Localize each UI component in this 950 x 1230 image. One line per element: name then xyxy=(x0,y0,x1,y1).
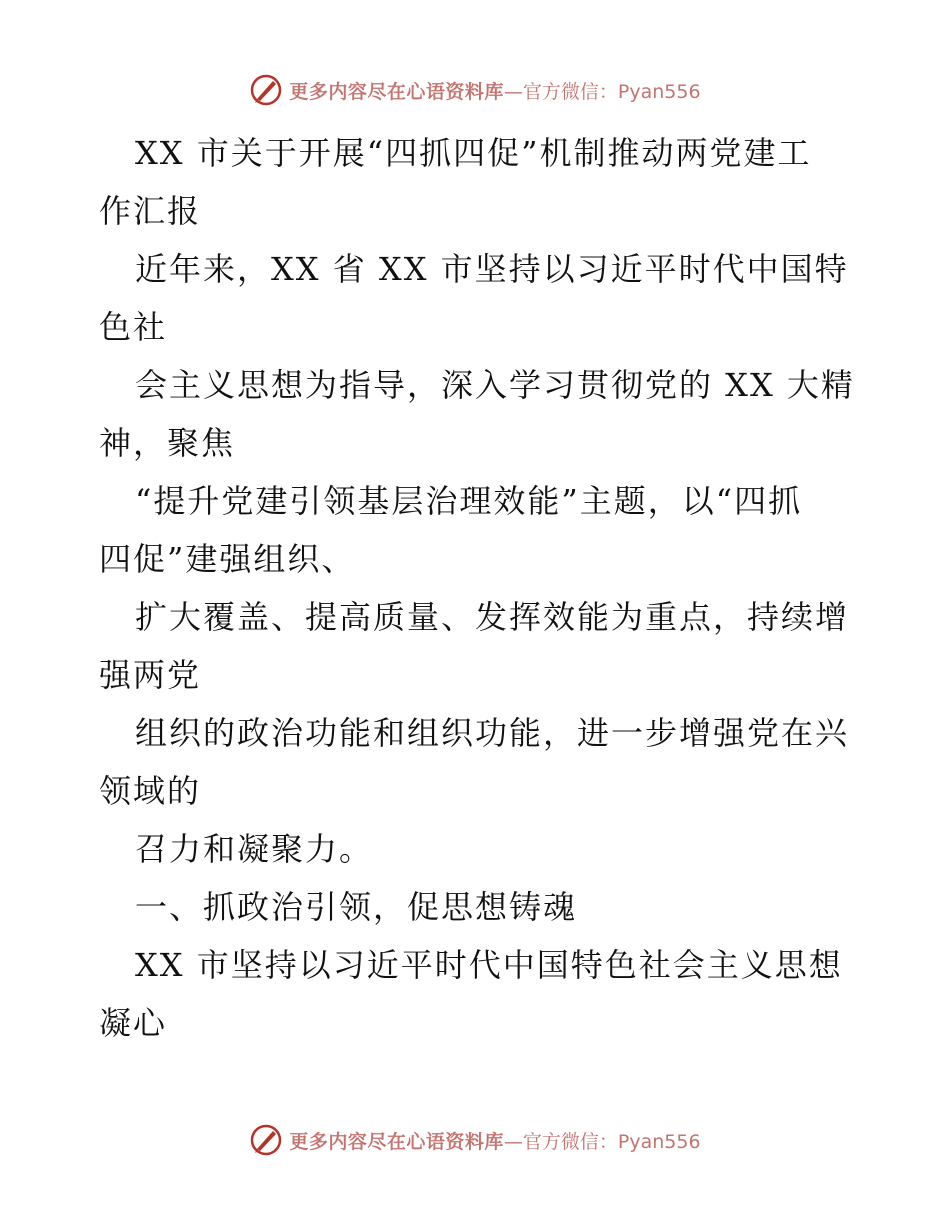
watermark-text: 更多内容尽在心语资料库 xyxy=(289,1130,504,1153)
section-heading: 一、抓政治引领，促思想铸魂 xyxy=(135,888,578,926)
paragraph-line: 神，聚焦 xyxy=(99,424,236,462)
title-line-2: 作汇报 xyxy=(99,192,202,230)
pen-logo-icon xyxy=(249,73,283,107)
paragraph-line: 近年来，XX 省 XX 市坚持以习近平时代中国特 xyxy=(135,250,849,288)
header-watermark xyxy=(0,70,950,110)
paragraph-line: XX 市坚持以习近平时代中国特色社会主义思想 xyxy=(135,946,843,984)
paragraph-line: 凝心 xyxy=(99,1004,168,1042)
paragraph-line: 会主义思想为指导，深入学习贯彻党的 XX 大精 xyxy=(135,366,855,404)
paragraph-line: 扩大覆盖、提高质量、发挥效能为重点，持续增 xyxy=(135,598,850,636)
watermark-contact: —官方微信：Pyan556 xyxy=(503,80,701,103)
paragraph-line: 组织的政治功能和组织功能，进一步增强党在兴 xyxy=(135,714,850,752)
watermark-contact: —官方微信：Pyan556 xyxy=(503,1130,701,1153)
paragraph-line: 强两党 xyxy=(99,656,202,694)
footer-watermark xyxy=(0,1120,950,1160)
document-body xyxy=(99,124,859,1052)
paragraph-line: 领域的 xyxy=(99,772,202,810)
paragraph-line: 四促”建强组织、 xyxy=(99,540,356,578)
watermark-text: 更多内容尽在心语资料库 xyxy=(289,80,504,103)
paragraph-line: “提升党建引领基层治理效能”主题，以“四抓 xyxy=(135,482,803,520)
paragraph-line: 色社 xyxy=(99,308,168,346)
paragraph-line: 召力和凝聚力。 xyxy=(135,830,374,868)
pen-logo-icon xyxy=(249,1123,283,1157)
title-line-1: XX 市关于开展“四抓四促”机制推动两党建工 xyxy=(135,134,812,172)
